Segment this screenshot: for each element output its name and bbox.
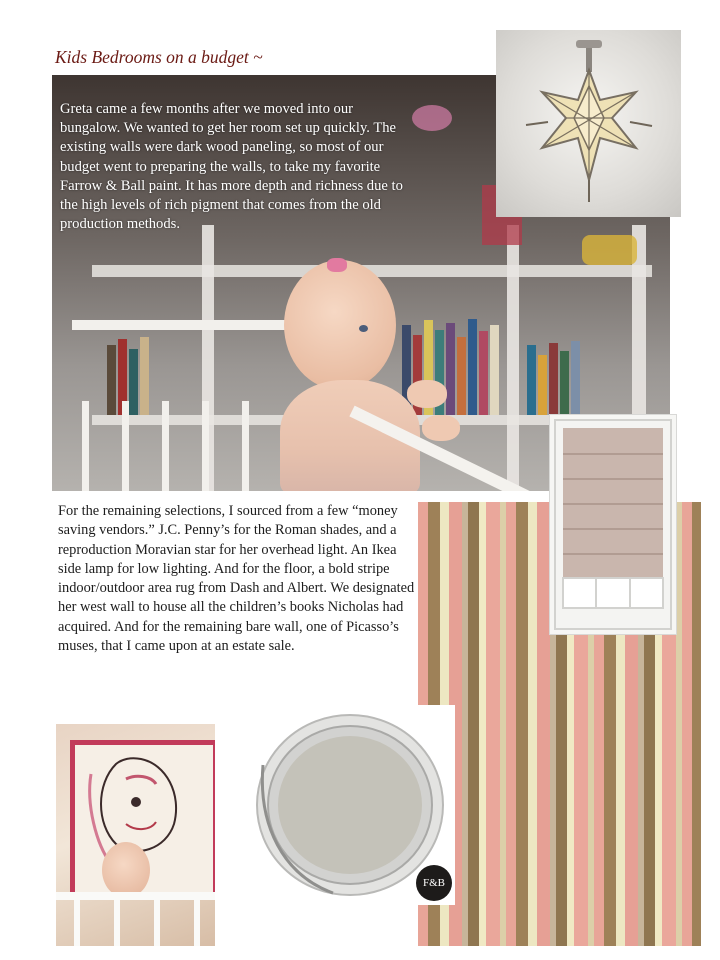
- baby-head: [102, 842, 150, 898]
- book: [549, 343, 558, 415]
- baby-head: [284, 260, 396, 390]
- star-lamp-icon: [496, 30, 681, 217]
- books-row: [527, 340, 637, 415]
- paint-can-photo: [253, 705, 455, 905]
- baby-hair-bow: [327, 258, 347, 272]
- intro-paragraph: Greta came a few months after we moved into our bungalow. We wanted to get her room set up quickly. The existing walls were dark wood paneling, so most of our budget went to preparing the walls, to take my favorite Farrow & Ball paint. It has more depth and richness due to the high levels of rich pigment that comes from the old production methods.: [60, 101, 403, 233]
- book: [479, 331, 488, 415]
- book: [457, 337, 466, 415]
- book: [140, 337, 149, 415]
- book: [560, 351, 569, 415]
- farrow-ball-logo: F&B: [416, 865, 452, 901]
- pink-decor: [412, 105, 452, 131]
- crib-bar: [242, 401, 249, 491]
- page-title: Kids Bedrooms on a budget ~: [55, 47, 263, 67]
- picasso-print-photo: [56, 724, 215, 946]
- crib-bar: [202, 401, 209, 491]
- book: [107, 345, 116, 415]
- book: [446, 323, 455, 415]
- book: [490, 325, 499, 415]
- crib-rail: [56, 892, 215, 900]
- crib-rail: [72, 320, 312, 330]
- crib-bar: [194, 900, 200, 946]
- decor-toy: [582, 235, 637, 265]
- crib-bar: [162, 401, 169, 491]
- book: [129, 349, 138, 415]
- crib-bar: [122, 401, 129, 491]
- crib-bar: [114, 900, 120, 946]
- crib-bar: [154, 900, 160, 946]
- baby-eye: [359, 325, 368, 332]
- roman-shade-icon: [549, 414, 677, 635]
- book: [571, 341, 580, 415]
- book: [468, 319, 477, 415]
- roman-shade-photo: [549, 414, 677, 635]
- crib-bar: [74, 900, 80, 946]
- book: [538, 355, 547, 415]
- baby-hand: [407, 380, 447, 408]
- crib-bar: [82, 401, 89, 491]
- baby-hand: [422, 415, 460, 441]
- body-paragraph: For the remaining selections, I sourced from a few “money saving vendors.” J.C. Penny’s for the Roman shades, and a reproduction Moravian star for her overhead light. An Ikea side lamp for low lighting. And for the floor, a bold stripe indoor/outdoor area rug from Dash and Albert. We designated her west wall to house all the children’s books Nicholas had acquired. And for the remaining bare wall, one of Picasso’s muses, that I came upon at an estate sale.: [58, 503, 415, 655]
- moravian-star-lamp-photo: [496, 30, 681, 217]
- book: [527, 345, 536, 415]
